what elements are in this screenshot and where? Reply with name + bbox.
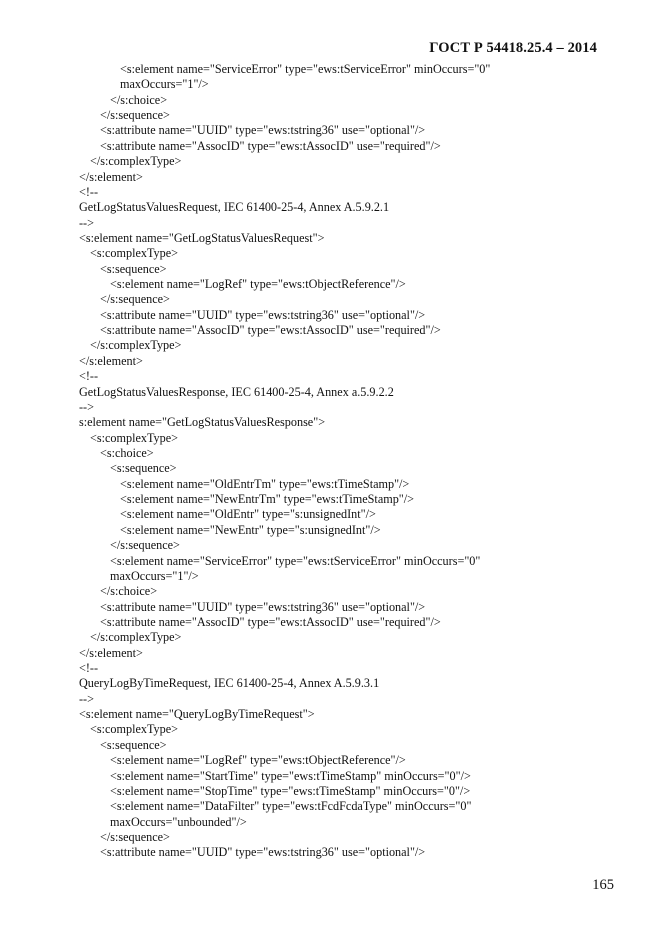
code-line: <s:attribute name="AssocID" type="ews:tAssocID" use="required"/> xyxy=(100,138,441,153)
code-line: <s:sequence> xyxy=(100,737,167,752)
code-line: <s:attribute name="UUID" type="ews:tstring36" use="optional"/> xyxy=(100,845,426,860)
code-line: </s:choice> xyxy=(110,92,168,107)
code-line: <s:element name="OldEntr" type="s:unsignedInt"/> xyxy=(120,507,376,522)
code-line: <s:element name="StartTime" type="ews:tTimeStamp" minOccurs="0"/> xyxy=(110,768,471,783)
code-line: <!-- xyxy=(79,661,99,676)
code-line: </s:complexType> xyxy=(90,338,182,353)
code-line: <s:element name="LogRef" type="ews:tObjectReference"/> xyxy=(110,277,406,292)
code-line: <s:element name="ServiceError" type="ews:tServiceError" minOccurs="0" xyxy=(120,62,491,76)
code-line: maxOccurs="1"/> xyxy=(110,568,199,583)
code-line: </s:choice> xyxy=(100,584,158,599)
code-line: <s:element name="OldEntrTm" type="ews:tTimeStamp"/> xyxy=(120,476,410,491)
code-line: <s:attribute name="UUID" type="ews:tstring36" use="optional"/> xyxy=(100,599,426,614)
code-line: GetLogStatusValuesResponse, IEC 61400-25-4, Annex a.5.9.2.2 xyxy=(79,384,394,399)
code-line: </s:sequence> xyxy=(110,538,180,553)
code-line: <s:complexType> xyxy=(90,246,179,261)
code-line: maxOccurs="unbounded"/> xyxy=(110,814,247,829)
code-line: </s:complexType> xyxy=(90,154,182,169)
code-line: <s:attribute name="UUID" type="ews:tstring36" use="optional"/> xyxy=(100,307,426,322)
xml-code-listing xyxy=(79,62,619,861)
code-line: QueryLogByTimeRequest, IEC 61400-25-4, Annex A.5.9.3.1 xyxy=(79,676,380,691)
page-number: 165 xyxy=(592,877,614,893)
code-line: --> xyxy=(79,215,94,230)
code-line: <s:element name="GetLogStatusValuesRequest"> xyxy=(79,230,325,245)
code-line: <s:attribute name="AssocID" type="ews:tAssocID" use="required"/> xyxy=(100,614,441,629)
code-line: <!-- xyxy=(79,184,99,199)
code-line: maxOccurs="1"/> xyxy=(120,77,209,92)
code-line: <s:element name="LogRef" type="ews:tObjectReference"/> xyxy=(110,753,406,768)
code-line: <s:attribute name="AssocID" type="ews:tAssocID" use="required"/> xyxy=(100,323,441,338)
code-line: <s:element name="NewEntr" type="s:unsignedInt"/> xyxy=(120,522,381,537)
code-line: <s:complexType> xyxy=(90,722,179,737)
code-line: s:element name="GetLogStatusValuesResponse"> xyxy=(79,415,326,430)
code-line: --> xyxy=(79,399,94,414)
code-line: </s:element> xyxy=(79,169,143,184)
code-line: <s:complexType> xyxy=(90,430,179,445)
code-line: GetLogStatusValuesRequest, IEC 61400-25-4, Annex A.5.9.2.1 xyxy=(79,200,390,215)
code-line: <s:sequence> xyxy=(100,261,167,276)
code-line: </s:sequence> xyxy=(100,108,170,123)
code-line: <s:element name="DataFilter" type="ews:tFcdFcdaType" minOccurs="0" xyxy=(110,799,472,814)
code-line: </s:sequence> xyxy=(100,292,170,307)
code-line: <s:element name="ServiceError" type="ews:tServiceError" minOccurs="0" xyxy=(110,553,481,568)
code-line: <s:element name="QueryLogByTimeRequest"> xyxy=(79,707,315,722)
code-line: <s:element name="NewEntrTm" type="ews:tTimeStamp"/> xyxy=(120,492,415,507)
code-line: </s:element> xyxy=(79,353,143,368)
code-line: <!-- xyxy=(79,369,99,384)
code-line: <s:choice> xyxy=(100,445,154,460)
code-line: --> xyxy=(79,691,94,706)
code-line: </s:complexType> xyxy=(90,630,182,645)
code-line: </s:sequence> xyxy=(100,829,170,844)
code-line: <s:attribute name="UUID" type="ews:tstring36" use="optional"/> xyxy=(100,123,426,138)
code-line: </s:element> xyxy=(79,645,143,660)
code-line: <s:element name="StopTime" type="ews:tTimeStamp" minOccurs="0"/> xyxy=(110,783,471,798)
document-header: ГОСТ Р 54418.25.4 – 2014 xyxy=(429,40,597,56)
code-line: <s:sequence> xyxy=(110,461,177,476)
